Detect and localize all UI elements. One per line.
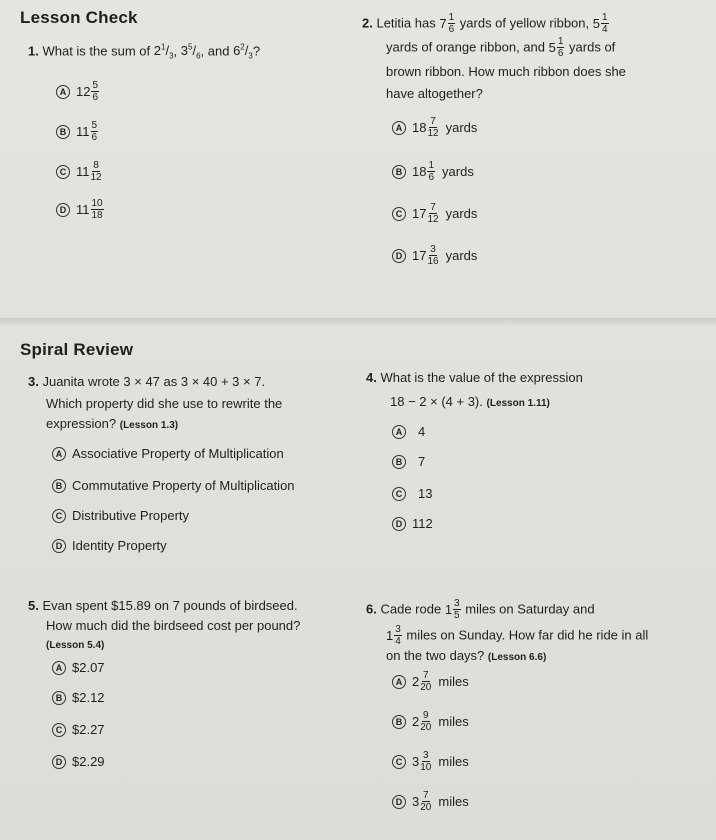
question-6-line-3: on the two days? (Lesson 6.6) (386, 648, 547, 663)
q2-option-a[interactable]: A 18 $\frac{7}{12}$ yards (392, 116, 477, 139)
q6-option-d[interactable]: D 3 $\frac{7}{20}$ miles (392, 790, 469, 813)
question-2-line-2: yards of orange ribbon, and 5 $\frac{1}{6}$ yards of (386, 36, 616, 59)
answer-bubble[interactable]: B (52, 479, 66, 493)
q5-option-a[interactable]: A $2.07 (52, 660, 105, 675)
q2-option-d[interactable]: D 17 $\frac{3}{16}$ yards (392, 244, 477, 267)
q1-option-a[interactable]: A 12 $\frac{5}{6}$ (56, 80, 100, 103)
answer-bubble[interactable]: A (52, 661, 66, 675)
answer-bubble[interactable]: B (52, 691, 66, 705)
answer-bubble[interactable]: A (52, 447, 66, 461)
q1-option-d[interactable]: D 11 $\frac{10}{18}$ (56, 198, 105, 221)
q4-option-c[interactable]: C 13 (392, 486, 432, 501)
question-4-number: 4. (366, 370, 377, 385)
answer-bubble[interactable]: D (52, 755, 66, 769)
q3-option-b[interactable]: B Commutative Property of Multiplication (52, 478, 295, 493)
question-2-line-1: 2. Letitia has 7 $\frac{1}{6}$ yards of yellow ribbon, 5 $\frac{1}{4}$ (362, 12, 608, 35)
question-2-number: 2. (362, 15, 373, 31)
answer-bubble[interactable]: D (56, 203, 70, 217)
answer-bubble[interactable]: B (392, 715, 406, 729)
question-1-text: What is the sum of (42, 43, 151, 59)
answer-bubble[interactable]: A (392, 425, 406, 439)
q6-option-a[interactable]: A 2 $\frac{7}{20}$ miles (392, 670, 469, 693)
q6-option-b[interactable]: B 2 $\frac{9}{20}$ miles (392, 710, 469, 733)
q3-option-d[interactable]: D Identity Property (52, 538, 167, 553)
q4-option-b[interactable]: B 7 (392, 454, 425, 469)
question-5-line-1: 5. Evan spent $15.89 on 7 pounds of birdseed. (28, 598, 298, 613)
question-1-stem: 1. What is the sum of $2^1/_3$, $3^5/_6$, and $6^2/_3$? (28, 43, 261, 61)
lesson-reference: (Lesson 5.4) (46, 640, 105, 651)
q1-option-c[interactable]: C 11 $\frac{8}{12}$ (56, 160, 103, 183)
answer-bubble[interactable]: D (392, 517, 406, 531)
answer-bubble[interactable]: A (56, 85, 70, 99)
q1-term-2: $3^5/_6$ (180, 43, 201, 61)
question-4-line-1: 4. What is the value of the expression (366, 370, 583, 385)
question-4-line-2: 18 − 2 × (4 + 3). (Lesson 1.11) (390, 394, 550, 409)
answer-bubble[interactable]: C (56, 165, 70, 179)
q4-option-d[interactable]: D 112 (392, 516, 433, 531)
section-divider (0, 318, 716, 328)
question-3-number: 3. (28, 374, 39, 389)
question-5-line-2: How much did the birdseed cost per pound? (46, 618, 301, 633)
q1-term-1: $2^1/_3$ (153, 43, 174, 61)
spiral-review-title: Spiral Review (20, 340, 134, 359)
answer-bubble[interactable]: B (392, 455, 406, 469)
q5-option-b[interactable]: B $2.12 (52, 690, 105, 705)
q6-option-c[interactable]: C 3 $\frac{3}{10}$ miles (392, 750, 469, 773)
answer-bubble[interactable]: D (392, 795, 406, 809)
question-2-line-4: have altogether? (386, 86, 483, 101)
question-3-line-1: 3. Juanita wrote 3 × 47 as 3 × 40 + 3 × 7. (28, 374, 266, 389)
q4-option-a[interactable]: A 4 (392, 424, 425, 439)
q5-option-c[interactable]: C $2.27 (52, 722, 105, 737)
question-3-line-3: expression? (Lesson 1.3) (46, 416, 179, 431)
q1-term-3: $6^2/_3$ (233, 43, 253, 61)
lesson-check-title: Lesson Check (20, 8, 138, 27)
q3-option-a[interactable]: A Associative Property of Multiplication (52, 446, 284, 461)
q5-option-d[interactable]: D $2.29 (52, 754, 105, 769)
question-3-line-2: Which property did she use to rewrite the (46, 396, 283, 411)
question-2-line-3: brown ribbon. How much ribbon does she (386, 64, 626, 79)
answer-bubble[interactable]: D (52, 539, 66, 553)
q2-option-c[interactable]: C 17 $\frac{7}{12}$ yards (392, 202, 477, 225)
answer-bubble[interactable]: B (56, 125, 70, 139)
answer-bubble[interactable]: A (392, 121, 406, 135)
lesson-reference: (Lesson 6.6) (487, 652, 547, 663)
q1-option-b[interactable]: B 11 $\frac{5}{6}$ (56, 120, 99, 143)
answer-bubble[interactable]: C (392, 207, 406, 221)
question-6-number: 6. (366, 601, 377, 617)
answer-bubble[interactable]: C (392, 487, 406, 501)
question-6-line-1: 6. Cade rode 1 $\frac{3}{5}$ miles on Saturday and (366, 598, 595, 621)
lesson-reference: (Lesson 1.3) (119, 420, 179, 431)
answer-bubble[interactable]: C (52, 509, 66, 523)
q3-option-c[interactable]: C Distributive Property (52, 508, 189, 523)
answer-bubble[interactable]: C (392, 755, 406, 769)
answer-bubble[interactable]: B (392, 165, 406, 179)
question-5-number: 5. (28, 598, 39, 613)
q2-option-b[interactable]: B 18 $\frac{1}{6}$ yards (392, 160, 474, 183)
question-1-number: 1. (28, 43, 39, 59)
answer-bubble[interactable]: D (392, 249, 406, 263)
answer-bubble[interactable]: C (52, 723, 66, 737)
answer-bubble[interactable]: A (392, 675, 406, 689)
question-6-line-2: 1 $\frac{3}{4}$ miles on Sunday. How far did he ride in all (386, 624, 649, 647)
lesson-reference: (Lesson 1.11) (486, 398, 550, 409)
